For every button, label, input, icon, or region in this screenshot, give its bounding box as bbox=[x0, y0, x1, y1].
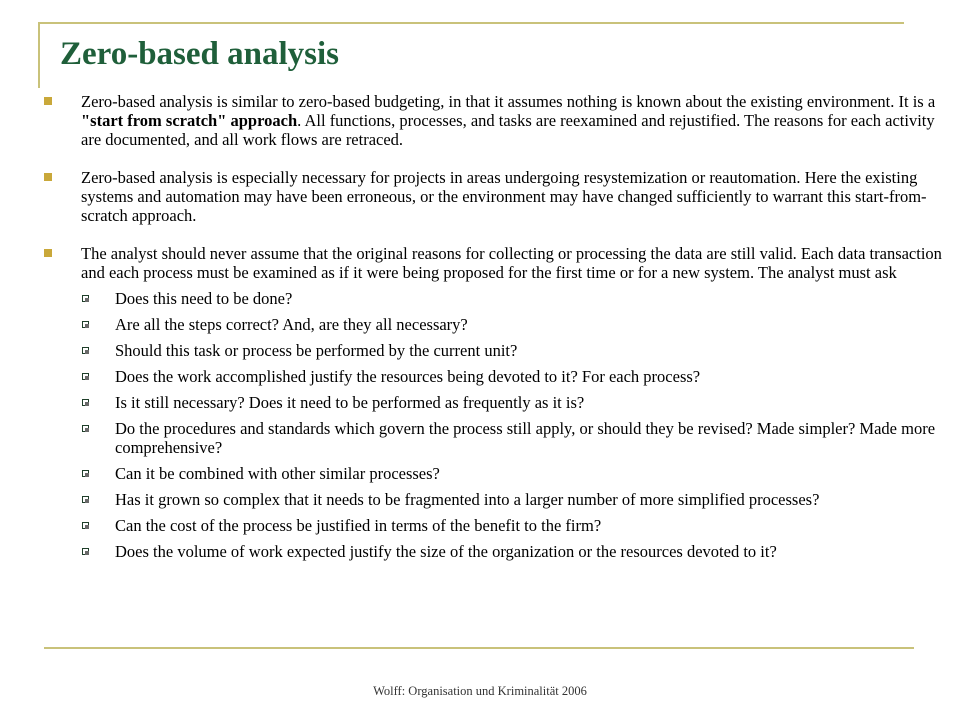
bullet-text: The analyst should never assume that the original reasons for collecting or processing the data are still valid. Each data transaction and each process must be examined as if it were being proposed for the first time or for a new system. The analyst must ask bbox=[81, 244, 942, 282]
square-bullet-icon bbox=[44, 97, 52, 105]
bullet-text: Zero-based analysis is especially necessary for projects in areas undergoing resystemization or reautomation. Here the existing systems and automation may have been erroneous, or the environment may have changed sufficiently to warrant this start-from-scratch approach. bbox=[81, 168, 927, 225]
bullet-text-part: Zero-based analysis is similar to zero-based budgeting, in that it assumes nothing is known about the existing environment. It is a bbox=[81, 92, 936, 111]
bullet-item bbox=[44, 168, 954, 225]
bullet-bold-text: "start from scratch" approach bbox=[81, 111, 298, 130]
sub-item-text: Do the procedures and standards which govern the process still apply, or should they be revised? Made simpler? Made more comprehensive? bbox=[115, 419, 936, 457]
sub-item-text: Does the work accomplished justify the resources being devoted to it? For each process? bbox=[115, 367, 701, 386]
hollow-square-bullet-icon bbox=[82, 399, 89, 406]
bullet-item bbox=[44, 92, 954, 149]
hollow-square-bullet-icon bbox=[82, 347, 89, 354]
slide-content bbox=[44, 92, 954, 561]
top-rule bbox=[38, 22, 904, 24]
hollow-square-bullet-icon bbox=[82, 373, 89, 380]
hollow-square-bullet-icon bbox=[82, 548, 89, 555]
left-rule bbox=[38, 22, 40, 88]
sub-item bbox=[44, 367, 954, 386]
hollow-square-bullet-icon bbox=[82, 295, 89, 302]
sub-item bbox=[44, 516, 954, 535]
sub-item-text: Are all the steps correct? And, are they all necessary? bbox=[115, 315, 468, 334]
sub-item-text: Is it still necessary? Does it need to be performed as frequently as it is? bbox=[115, 393, 585, 412]
sub-item bbox=[44, 315, 954, 334]
hollow-square-bullet-icon bbox=[82, 321, 89, 328]
sub-item bbox=[44, 341, 954, 360]
sub-item-text: Does the volume of work expected justify the size of the organization or the resources devoted to it? bbox=[115, 542, 777, 561]
hollow-square-bullet-icon bbox=[82, 470, 89, 477]
hollow-square-bullet-icon bbox=[82, 425, 89, 432]
sub-item-text: Does this need to be done? bbox=[115, 289, 293, 308]
sub-item-text: Can the cost of the process be justified in terms of the benefit to the firm? bbox=[115, 516, 602, 535]
sub-item bbox=[44, 490, 954, 509]
hollow-square-bullet-icon bbox=[82, 522, 89, 529]
sub-item-text: Can it be combined with other similar processes? bbox=[115, 464, 440, 483]
sub-item-text: Should this task or process be performed by the current unit? bbox=[115, 341, 518, 360]
square-bullet-icon bbox=[44, 249, 52, 257]
sub-item bbox=[44, 542, 954, 561]
slide-footer: Wolff: Organisation und Kriminalität 2006 bbox=[373, 684, 587, 698]
sub-item bbox=[44, 289, 954, 308]
hollow-square-bullet-icon bbox=[82, 496, 89, 503]
sub-list bbox=[44, 289, 954, 561]
sub-item bbox=[44, 393, 954, 412]
bullet-text-part: . All functions, processes, and tasks are reexamined and rejustified. The reasons for each activity are documented, and all work flows are retraced. bbox=[81, 111, 935, 149]
bottom-rule bbox=[44, 647, 914, 649]
bullet-item bbox=[44, 244, 954, 282]
sub-item bbox=[44, 419, 954, 457]
slide-title: Zero-based analysis bbox=[60, 36, 340, 72]
sub-item bbox=[44, 464, 954, 483]
sub-item-text: Has it grown so complex that it needs to be fragmented into a larger number of more simplified processes? bbox=[115, 490, 820, 509]
square-bullet-icon bbox=[44, 173, 52, 181]
